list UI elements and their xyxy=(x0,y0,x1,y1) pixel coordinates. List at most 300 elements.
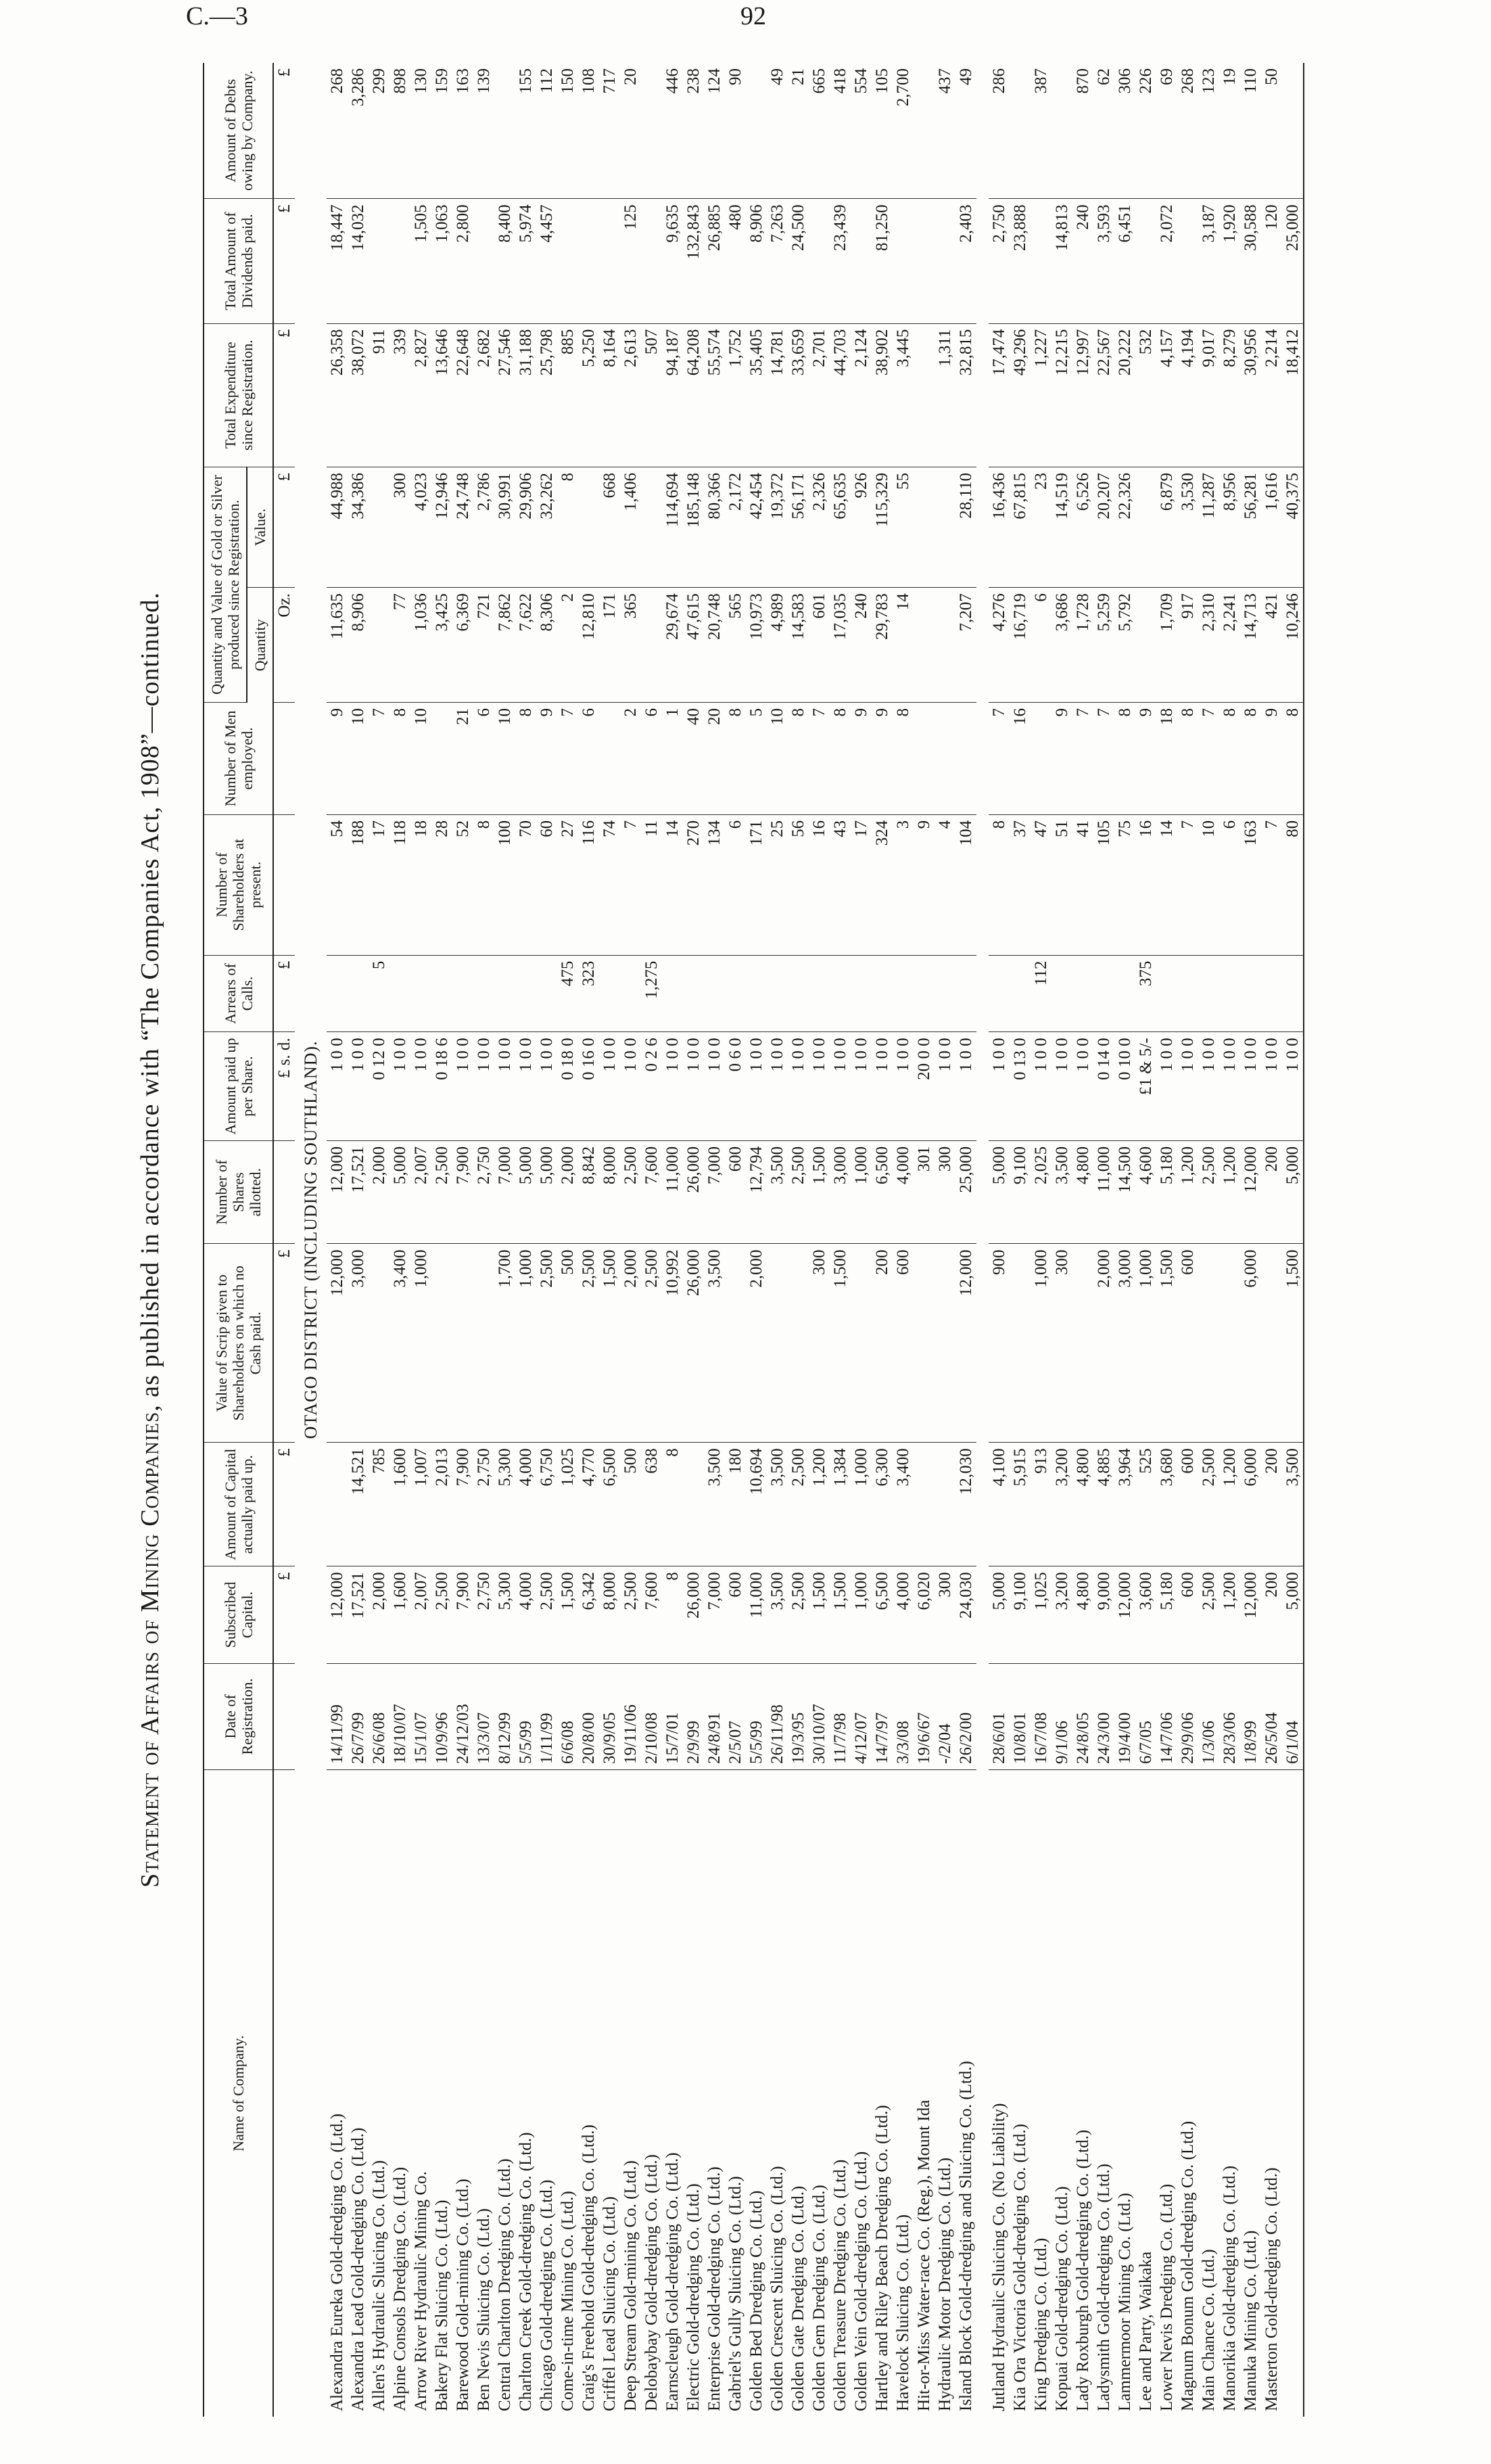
value-cell: 3,500 xyxy=(704,1244,725,1443)
value-cell: 1,000 xyxy=(851,1443,872,1566)
value-cell: 21 xyxy=(452,703,473,815)
value-cell: 3,200 xyxy=(1051,1566,1072,1663)
value-cell: 14/7/06 xyxy=(1156,1663,1177,1769)
value-cell: 14 xyxy=(893,588,914,703)
company-name-cell: Electric Gold-dredging Co. (Ltd.) xyxy=(684,2183,703,2411)
value-cell xyxy=(1261,1244,1282,1443)
value-cell xyxy=(914,703,934,815)
company-name-cell: Kia Ora Victoria Gold-dredging Co. (Ltd.) xyxy=(1011,2123,1029,2411)
value-cell: 4,989 xyxy=(767,588,788,703)
unit-cell: £ xyxy=(273,1566,295,1663)
value-cell: 55 xyxy=(893,467,914,587)
value-cell: 3,000 xyxy=(1114,1244,1135,1443)
value-cell: 163 xyxy=(452,63,473,199)
value-cell: 2/10/08 xyxy=(641,1663,662,1769)
value-cell: 3,000 xyxy=(830,1140,851,1244)
value-cell xyxy=(934,199,955,323)
company-name-cell: Ben Nevis Sluicing Co. (Ltd.) xyxy=(475,2208,493,2411)
table-row xyxy=(1114,63,1135,2417)
value-cell: 200 xyxy=(1261,1566,1282,1663)
value-cell: 40 xyxy=(683,703,704,815)
value-cell: 9 xyxy=(1261,703,1282,815)
value-cell: 4,457 xyxy=(536,199,557,323)
value-cell: 0 2 6 xyxy=(641,1032,662,1141)
value-cell: 112 xyxy=(1031,955,1051,1032)
value-cell: 4,157 xyxy=(1156,323,1177,467)
value-cell: 7 xyxy=(1093,703,1114,815)
value-cell xyxy=(473,199,494,323)
mining-companies-table xyxy=(203,63,1304,2417)
value-cell xyxy=(1010,1244,1031,1443)
value-cell xyxy=(683,1443,704,1566)
value-cell: 387 xyxy=(1031,63,1051,199)
value-cell: 5,259 xyxy=(1093,588,1114,703)
value-cell: 421 xyxy=(1261,588,1282,703)
value-cell: 2,124 xyxy=(851,323,872,467)
value-cell: 900 xyxy=(983,1244,1010,1443)
value-cell: 44,988 xyxy=(327,467,348,587)
value-cell xyxy=(914,199,934,323)
value-cell xyxy=(452,955,473,1032)
value-cell xyxy=(348,955,369,1032)
value-cell: 10/9/96 xyxy=(431,1663,452,1769)
value-cell: 926 xyxy=(851,467,872,587)
value-cell: 16/7/08 xyxy=(1031,1663,1051,1769)
value-cell xyxy=(1135,588,1156,703)
value-cell xyxy=(872,955,893,1032)
value-cell: 30,991 xyxy=(494,467,515,587)
value-cell: 4,000 xyxy=(893,1566,914,1663)
value-cell: 108 xyxy=(578,63,599,199)
value-cell: 19/11/06 xyxy=(620,1663,641,1769)
company-name-cell: Central Charlton Dredging Co. (Ltd.) xyxy=(496,2158,514,2411)
value-cell: 1 0 0 xyxy=(348,1032,369,1141)
value-cell: 4,100 xyxy=(983,1443,1010,1566)
table-row xyxy=(683,63,704,2417)
value-cell: 7 xyxy=(1261,814,1282,955)
value-cell: 41 xyxy=(1072,814,1093,955)
value-cell: 917 xyxy=(1177,588,1198,703)
value-cell: 55,574 xyxy=(704,323,725,467)
value-cell: 47,615 xyxy=(683,588,704,703)
value-cell: 4,885 xyxy=(1093,1443,1114,1566)
value-cell: 12,000 xyxy=(327,1566,348,1663)
table-row xyxy=(851,63,872,2417)
value-cell: 3,600 xyxy=(1135,1566,1156,1663)
value-cell: 1,728 xyxy=(1072,588,1093,703)
value-cell: 2,000 xyxy=(369,1566,389,1663)
value-cell: 2,500 xyxy=(431,1566,452,1663)
value-cell: 50 xyxy=(1261,63,1282,199)
value-cell: 32,262 xyxy=(536,467,557,587)
value-cell: 4,800 xyxy=(1072,1566,1093,1663)
unit-cell: £ xyxy=(273,955,295,1032)
value-cell: 7,000 xyxy=(494,1140,515,1244)
value-cell: 30/10/07 xyxy=(809,1663,830,1769)
value-cell: 1,200 xyxy=(1219,1443,1240,1566)
unit-cell: £ s. d. xyxy=(273,1032,295,1141)
value-cell: 27 xyxy=(557,814,578,955)
value-cell xyxy=(934,703,955,815)
value-cell: 9 xyxy=(851,703,872,815)
value-cell: 3,686 xyxy=(1051,588,1072,703)
value-cell: 5,000 xyxy=(536,1140,557,1244)
header-value: Value. xyxy=(247,467,273,587)
value-cell: 30/9/05 xyxy=(599,1663,620,1769)
value-cell: 554 xyxy=(851,63,872,199)
value-cell: 11,000 xyxy=(662,1140,683,1244)
value-cell xyxy=(1093,955,1114,1032)
table-row xyxy=(1240,63,1261,2417)
value-cell: 5,974 xyxy=(515,199,536,323)
table-row xyxy=(452,63,473,2417)
value-cell: 17 xyxy=(851,814,872,955)
table-row xyxy=(1177,63,1198,2417)
value-cell: 56,281 xyxy=(1240,467,1261,587)
value-cell: 306 xyxy=(1114,63,1135,199)
value-cell: 81,250 xyxy=(872,199,893,323)
company-name-cell: Alexandra Lead Gold-dredging Co. (Ltd.) xyxy=(349,2127,367,2411)
value-cell: 1 0 0 xyxy=(1282,1032,1304,1141)
value-cell: 2,500 xyxy=(536,1244,557,1443)
value-cell xyxy=(704,955,725,1032)
value-cell: 8 xyxy=(830,703,851,815)
value-cell xyxy=(452,1244,473,1443)
value-cell: 2,500 xyxy=(431,1140,452,1244)
table-row xyxy=(788,63,809,2417)
value-cell: 14,813 xyxy=(1051,199,1072,323)
value-cell: 2,786 xyxy=(473,467,494,587)
company-name-cell: Ladysmith Gold-dredging Co. (Ltd.) xyxy=(1095,2164,1113,2411)
value-cell: 8,306 xyxy=(536,588,557,703)
value-cell: 300 xyxy=(389,467,410,587)
company-name-cell: Jutland Hydraulic Sluicing Co. (No Liability) xyxy=(990,2103,1008,2411)
header-subscribed: Subscribed Capital. xyxy=(204,1566,273,1663)
value-cell: 104 xyxy=(955,814,983,955)
value-cell xyxy=(1031,703,1051,815)
value-cell xyxy=(578,199,599,323)
value-cell xyxy=(914,955,934,1032)
value-cell: 74 xyxy=(599,814,620,955)
company-name-cell: Criffel Lead Sluicing Co. (Ltd.) xyxy=(600,2196,619,2411)
value-cell: 28,110 xyxy=(955,467,983,587)
value-cell: 1,384 xyxy=(830,1443,851,1566)
value-cell xyxy=(725,955,746,1032)
value-cell: 10,246 xyxy=(1282,588,1304,703)
value-cell: 8 xyxy=(515,703,536,815)
value-cell: 898 xyxy=(389,63,410,199)
value-cell: 134 xyxy=(704,814,725,955)
value-cell: 3,530 xyxy=(1177,467,1198,587)
value-cell xyxy=(599,199,620,323)
value-cell: 885 xyxy=(557,323,578,467)
table-row xyxy=(1051,63,1072,2417)
value-cell: 123 xyxy=(1198,63,1219,199)
value-cell: 180 xyxy=(725,1443,746,1566)
company-name-cell: Alpine Consols Dredging Co. (Ltd.) xyxy=(391,2166,409,2411)
value-cell: 29/9/06 xyxy=(1177,1663,1198,1769)
value-cell: 437 xyxy=(934,63,955,199)
value-cell xyxy=(851,955,872,1032)
value-cell xyxy=(1072,955,1093,1032)
value-cell: 8,000 xyxy=(599,1140,620,1244)
value-cell xyxy=(914,323,934,467)
value-cell: 0 14 0 xyxy=(1093,1032,1114,1141)
value-cell xyxy=(830,955,851,1032)
value-cell: 43 xyxy=(830,814,851,955)
value-cell: 6,300 xyxy=(872,1443,893,1566)
value-cell: 4 xyxy=(934,814,955,955)
company-name-cell: Delobaybay Gold-dredging Co. (Ltd.) xyxy=(642,2154,661,2411)
value-cell: 2,800 xyxy=(452,199,473,323)
table-row xyxy=(767,63,788,2417)
value-cell: 1,007 xyxy=(410,1443,431,1566)
value-cell: 5,300 xyxy=(494,1443,515,1566)
value-cell: 42,454 xyxy=(746,467,767,587)
value-cell: 2,500 xyxy=(620,1566,641,1663)
value-cell xyxy=(410,955,431,1032)
table-row xyxy=(725,63,746,2417)
value-cell: 7 xyxy=(557,703,578,815)
table-row xyxy=(1072,63,1093,2417)
value-cell: 5,000 xyxy=(515,1140,536,1244)
header-men: Number of Men employed. xyxy=(204,703,273,815)
value-cell: £1 & 5/- xyxy=(1135,1032,1156,1141)
value-cell: 19/3/95 xyxy=(788,1663,809,1769)
value-cell: 49 xyxy=(955,63,983,199)
rotated-table-stage xyxy=(135,63,1474,2417)
header-name: Name of Company. xyxy=(204,1770,273,2417)
header-expenditure: Total Expenditure since Registration. xyxy=(204,323,273,467)
value-cell: 19/4/00 xyxy=(1114,1663,1135,1769)
value-cell: 1,500 xyxy=(1282,1244,1304,1443)
value-cell xyxy=(788,955,809,1032)
value-cell: 911 xyxy=(369,323,389,467)
table-row xyxy=(389,63,410,2417)
table-row xyxy=(1093,63,1114,2417)
value-cell: 14,713 xyxy=(1240,588,1261,703)
value-cell: 2,025 xyxy=(1031,1140,1051,1244)
company-name-cell: Island Block Gold-dredging and Sluicing Co. (Ltd.) xyxy=(957,2061,975,2411)
table-row xyxy=(620,63,641,2417)
value-cell xyxy=(1031,199,1051,323)
value-cell: 2,750 xyxy=(473,1566,494,1663)
value-cell: 12,000 xyxy=(955,1244,983,1443)
value-cell: 125 xyxy=(620,199,641,323)
value-cell xyxy=(914,467,934,587)
value-cell: 299 xyxy=(369,63,389,199)
table-row xyxy=(599,63,620,2417)
value-cell: 365 xyxy=(620,588,641,703)
table-row xyxy=(1219,63,1240,2417)
value-cell xyxy=(851,199,872,323)
value-cell: 3,593 xyxy=(1093,199,1114,323)
company-name-cell: Masterton Gold-dredging Co. (Ltd.) xyxy=(1262,2167,1281,2411)
value-cell: 1,200 xyxy=(1177,1140,1198,1244)
value-cell: 6/6/08 xyxy=(557,1663,578,1769)
value-cell: 6 xyxy=(641,703,662,815)
value-cell: 8 xyxy=(473,814,494,955)
value-cell: 2,750 xyxy=(473,1140,494,1244)
value-cell: 1 0 0 xyxy=(389,1032,410,1141)
value-cell: 2,000 xyxy=(746,1244,767,1443)
value-cell: 2,500 xyxy=(1198,1566,1219,1663)
value-cell: 12,810 xyxy=(578,588,599,703)
value-cell: 1 0 0 xyxy=(1177,1032,1198,1141)
value-cell: 1 0 0 xyxy=(494,1032,515,1141)
value-cell: 6/7/05 xyxy=(1135,1663,1156,1769)
table-row xyxy=(641,63,662,2417)
header-debts: Amount of Debts owing by Company. xyxy=(204,63,273,199)
value-cell: 35,405 xyxy=(746,323,767,467)
value-cell: 7 xyxy=(620,814,641,955)
value-cell: 7 xyxy=(1072,703,1093,815)
value-cell: 1 0 0 xyxy=(1240,1032,1261,1141)
value-cell: 12,997 xyxy=(1072,323,1093,467)
company-name-cell: King Dredging Co. (Ltd.) xyxy=(1032,2237,1050,2411)
value-cell: 1,025 xyxy=(1031,1566,1051,1663)
value-cell: 15/1/07 xyxy=(410,1663,431,1769)
value-cell: 1 0 0 xyxy=(983,1032,1010,1141)
value-cell: 13/3/07 xyxy=(473,1663,494,1769)
value-cell xyxy=(1114,955,1135,1032)
value-cell: 1,500 xyxy=(830,1244,851,1443)
value-cell: 114,694 xyxy=(662,467,683,587)
table-row xyxy=(515,63,536,2417)
value-cell: 33,659 xyxy=(788,323,809,467)
value-cell: 7,600 xyxy=(641,1140,662,1244)
value-cell xyxy=(1261,955,1282,1032)
value-cell: 8 xyxy=(893,703,914,815)
value-cell: 1 0 0 xyxy=(1072,1032,1093,1141)
value-cell: 1,275 xyxy=(641,955,662,1032)
header-row xyxy=(204,63,247,2417)
value-cell: 10,694 xyxy=(746,1443,767,1566)
value-cell: 14 xyxy=(1156,814,1177,955)
value-cell: 4,276 xyxy=(983,588,1010,703)
value-cell xyxy=(934,1244,955,1443)
value-cell: 1 0 0 xyxy=(767,1032,788,1141)
value-cell: 6,500 xyxy=(872,1566,893,1663)
value-cell: 6,451 xyxy=(1114,199,1135,323)
value-cell: 5,792 xyxy=(1114,588,1135,703)
value-cell: 7 xyxy=(809,703,830,815)
value-cell: 18 xyxy=(410,814,431,955)
value-cell: 62 xyxy=(1093,63,1114,199)
value-cell: 24/3/00 xyxy=(1093,1663,1114,1769)
value-cell: 8 xyxy=(1240,703,1261,815)
district-row xyxy=(295,63,327,2417)
company-name-cell: Chicago Gold-dredging Co. (Ltd.) xyxy=(538,2179,556,2411)
value-cell: 24,500 xyxy=(788,199,809,323)
value-cell: 1,000 xyxy=(851,1140,872,1244)
value-cell: 1,227 xyxy=(1031,323,1051,467)
value-cell: 155 xyxy=(515,63,536,199)
value-cell: 286 xyxy=(983,63,1010,199)
value-cell: 1 0 0 xyxy=(473,1032,494,1141)
table-row xyxy=(983,63,1010,2417)
table-row xyxy=(914,63,934,2417)
value-cell xyxy=(1219,1244,1240,1443)
value-cell: 1 0 0 xyxy=(1219,1032,1240,1141)
value-cell: 601 xyxy=(809,588,830,703)
value-cell: 3,964 xyxy=(1114,1443,1135,1566)
value-cell xyxy=(1010,63,1031,199)
value-cell: 300 xyxy=(934,1140,955,1244)
table-row xyxy=(1282,63,1304,2417)
table-row xyxy=(536,63,557,2417)
value-cell: 3,500 xyxy=(704,1443,725,1566)
value-cell: 1,920 xyxy=(1219,199,1240,323)
value-cell: 3,500 xyxy=(767,1140,788,1244)
value-cell xyxy=(1282,63,1304,199)
value-cell: 5/5/99 xyxy=(515,1663,536,1769)
value-cell: 47 xyxy=(1031,814,1051,955)
value-cell: 10 xyxy=(1198,814,1219,955)
table-row xyxy=(1135,63,1156,2417)
value-cell: 16,719 xyxy=(1010,588,1031,703)
value-cell: 6/1/04 xyxy=(1282,1663,1304,1769)
value-cell: 2 xyxy=(557,588,578,703)
value-cell: 38,072 xyxy=(348,323,369,467)
value-cell xyxy=(473,1244,494,1443)
value-cell: 54 xyxy=(327,814,348,955)
value-cell: 16,436 xyxy=(983,467,1010,587)
value-cell: 5 xyxy=(369,955,389,1032)
value-cell xyxy=(494,955,515,1032)
value-cell: 26/5/04 xyxy=(1261,1663,1282,1769)
value-cell xyxy=(914,63,934,199)
value-cell xyxy=(767,955,788,1032)
value-cell: 1 0 0 xyxy=(830,1032,851,1141)
value-cell xyxy=(369,199,389,323)
value-cell: 10 xyxy=(494,703,515,815)
value-cell: 1,752 xyxy=(725,323,746,467)
value-cell xyxy=(620,955,641,1032)
value-cell: 3,000 xyxy=(348,1244,369,1443)
value-cell: 14,500 xyxy=(1114,1140,1135,1244)
value-cell: 5,250 xyxy=(578,323,599,467)
value-cell: 1 0 0 xyxy=(515,1032,536,1141)
value-cell: 600 xyxy=(1177,1244,1198,1443)
value-cell: 4,000 xyxy=(515,1566,536,1663)
value-cell: 324 xyxy=(872,814,893,955)
value-cell: 240 xyxy=(851,588,872,703)
unit-cell: £ xyxy=(273,467,295,587)
value-cell: 12,946 xyxy=(431,467,452,587)
value-cell: 8 xyxy=(662,1566,683,1663)
value-cell: 2,000 xyxy=(557,1140,578,1244)
company-name-cell: Hartley and Riley Beach Dredging Co. (Ltd.) xyxy=(873,2105,891,2411)
value-cell xyxy=(641,467,662,587)
value-cell xyxy=(557,199,578,323)
value-cell xyxy=(893,955,914,1032)
value-cell: 2,072 xyxy=(1156,199,1177,323)
value-cell xyxy=(473,955,494,1032)
value-cell: 16 xyxy=(1135,814,1156,955)
value-cell: 15/7/01 xyxy=(662,1663,683,1769)
company-name-cell: Main Chance Co. (Ltd.) xyxy=(1200,2249,1218,2411)
value-cell: -/2/04 xyxy=(934,1663,955,1769)
value-cell: 1 xyxy=(662,703,683,815)
value-cell: 0 13 0 xyxy=(1010,1032,1031,1141)
unit-cell: £ xyxy=(273,63,295,199)
value-cell: 26,000 xyxy=(683,1244,704,1443)
value-cell: 7,900 xyxy=(452,1566,473,1663)
value-cell: 19,372 xyxy=(767,467,788,587)
value-cell: 300 xyxy=(934,1566,955,1663)
value-cell: 6,342 xyxy=(578,1566,599,1663)
